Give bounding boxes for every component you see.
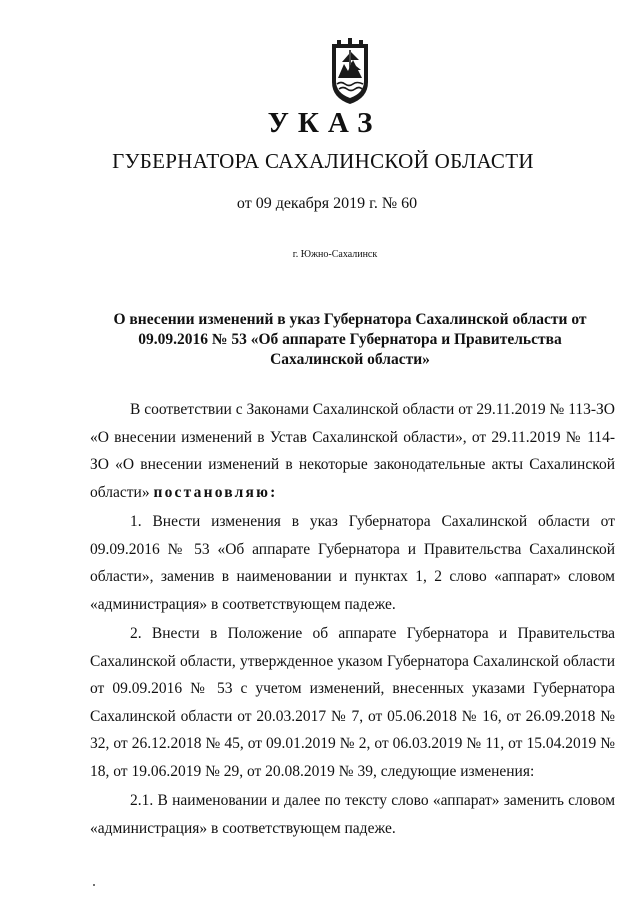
decree-body	[90, 396, 615, 842]
issue-city: г. Южно-Сахалинск	[292, 249, 378, 260]
issuer-title: ГУБЕРНАТОРА САХАЛИНСКОЙ ОБЛАСТИ	[112, 149, 534, 173]
page-dot-mark	[93, 884, 95, 886]
sakhalin-coat-of-arms-icon	[329, 38, 371, 106]
item-paragraph-1: 1. Внести изменения в указ Губернатора Сахалинской области от 09.09.2016 № 53 «Об аппарате Губернатора и Правительства Сахалинской области», заменив в наименовании и пунктах 1, 2 слово «аппарат» словом «администрация» в соответствующем падеже.	[90, 513, 615, 613]
resolves-word: постановляю:	[153, 483, 278, 501]
decree-subject: О внесении изменений в указ Губернатора Сахалинской области от 09.09.2016 № 53 «Об аппарате Губернатора и Правительства Сахалинской области»	[113, 311, 587, 368]
item-paragraph-2-1: 2.1. В наименовании и далее по тексту слово «аппарат» заменить словом «администрация» в соответствующем падеже.	[90, 792, 615, 837]
decree-title: УКАЗ	[267, 107, 382, 139]
item-paragraph-2: 2. Внести в Положение об аппарате Губернатора и Правительства Сахалинской области, утвержденное указом Губернатора Сахалинской области от 09.09.2016 № 53 с учетом изменений, внесенных указами Губернатора Сахалинской области от 20.03.2017 № 7, от 05.06.2018 № 16, от 26.09.2018 № 32, от 26.12.2018 № 45, от 09.01.2019 № 2, от 06.03.2019 № 11, от 15.04.2019 № 18, от 19.06.2019 № 29, от 20.08.2019 № 39, следующие изменения:	[90, 625, 615, 780]
preamble-text: В соответствии с Законами Сахалинской области от 29.11.2019 № 113-ЗО «О внесении изменений в Устав Сахалинской области», от 29.11.2019 № 114-ЗО «О внесении изменений в некоторые законодательные акты Сахалинской области»	[90, 401, 615, 501]
decree-date-number: от 09 декабря 2019 г. № 60	[236, 195, 418, 212]
preamble-paragraph	[90, 396, 615, 506]
